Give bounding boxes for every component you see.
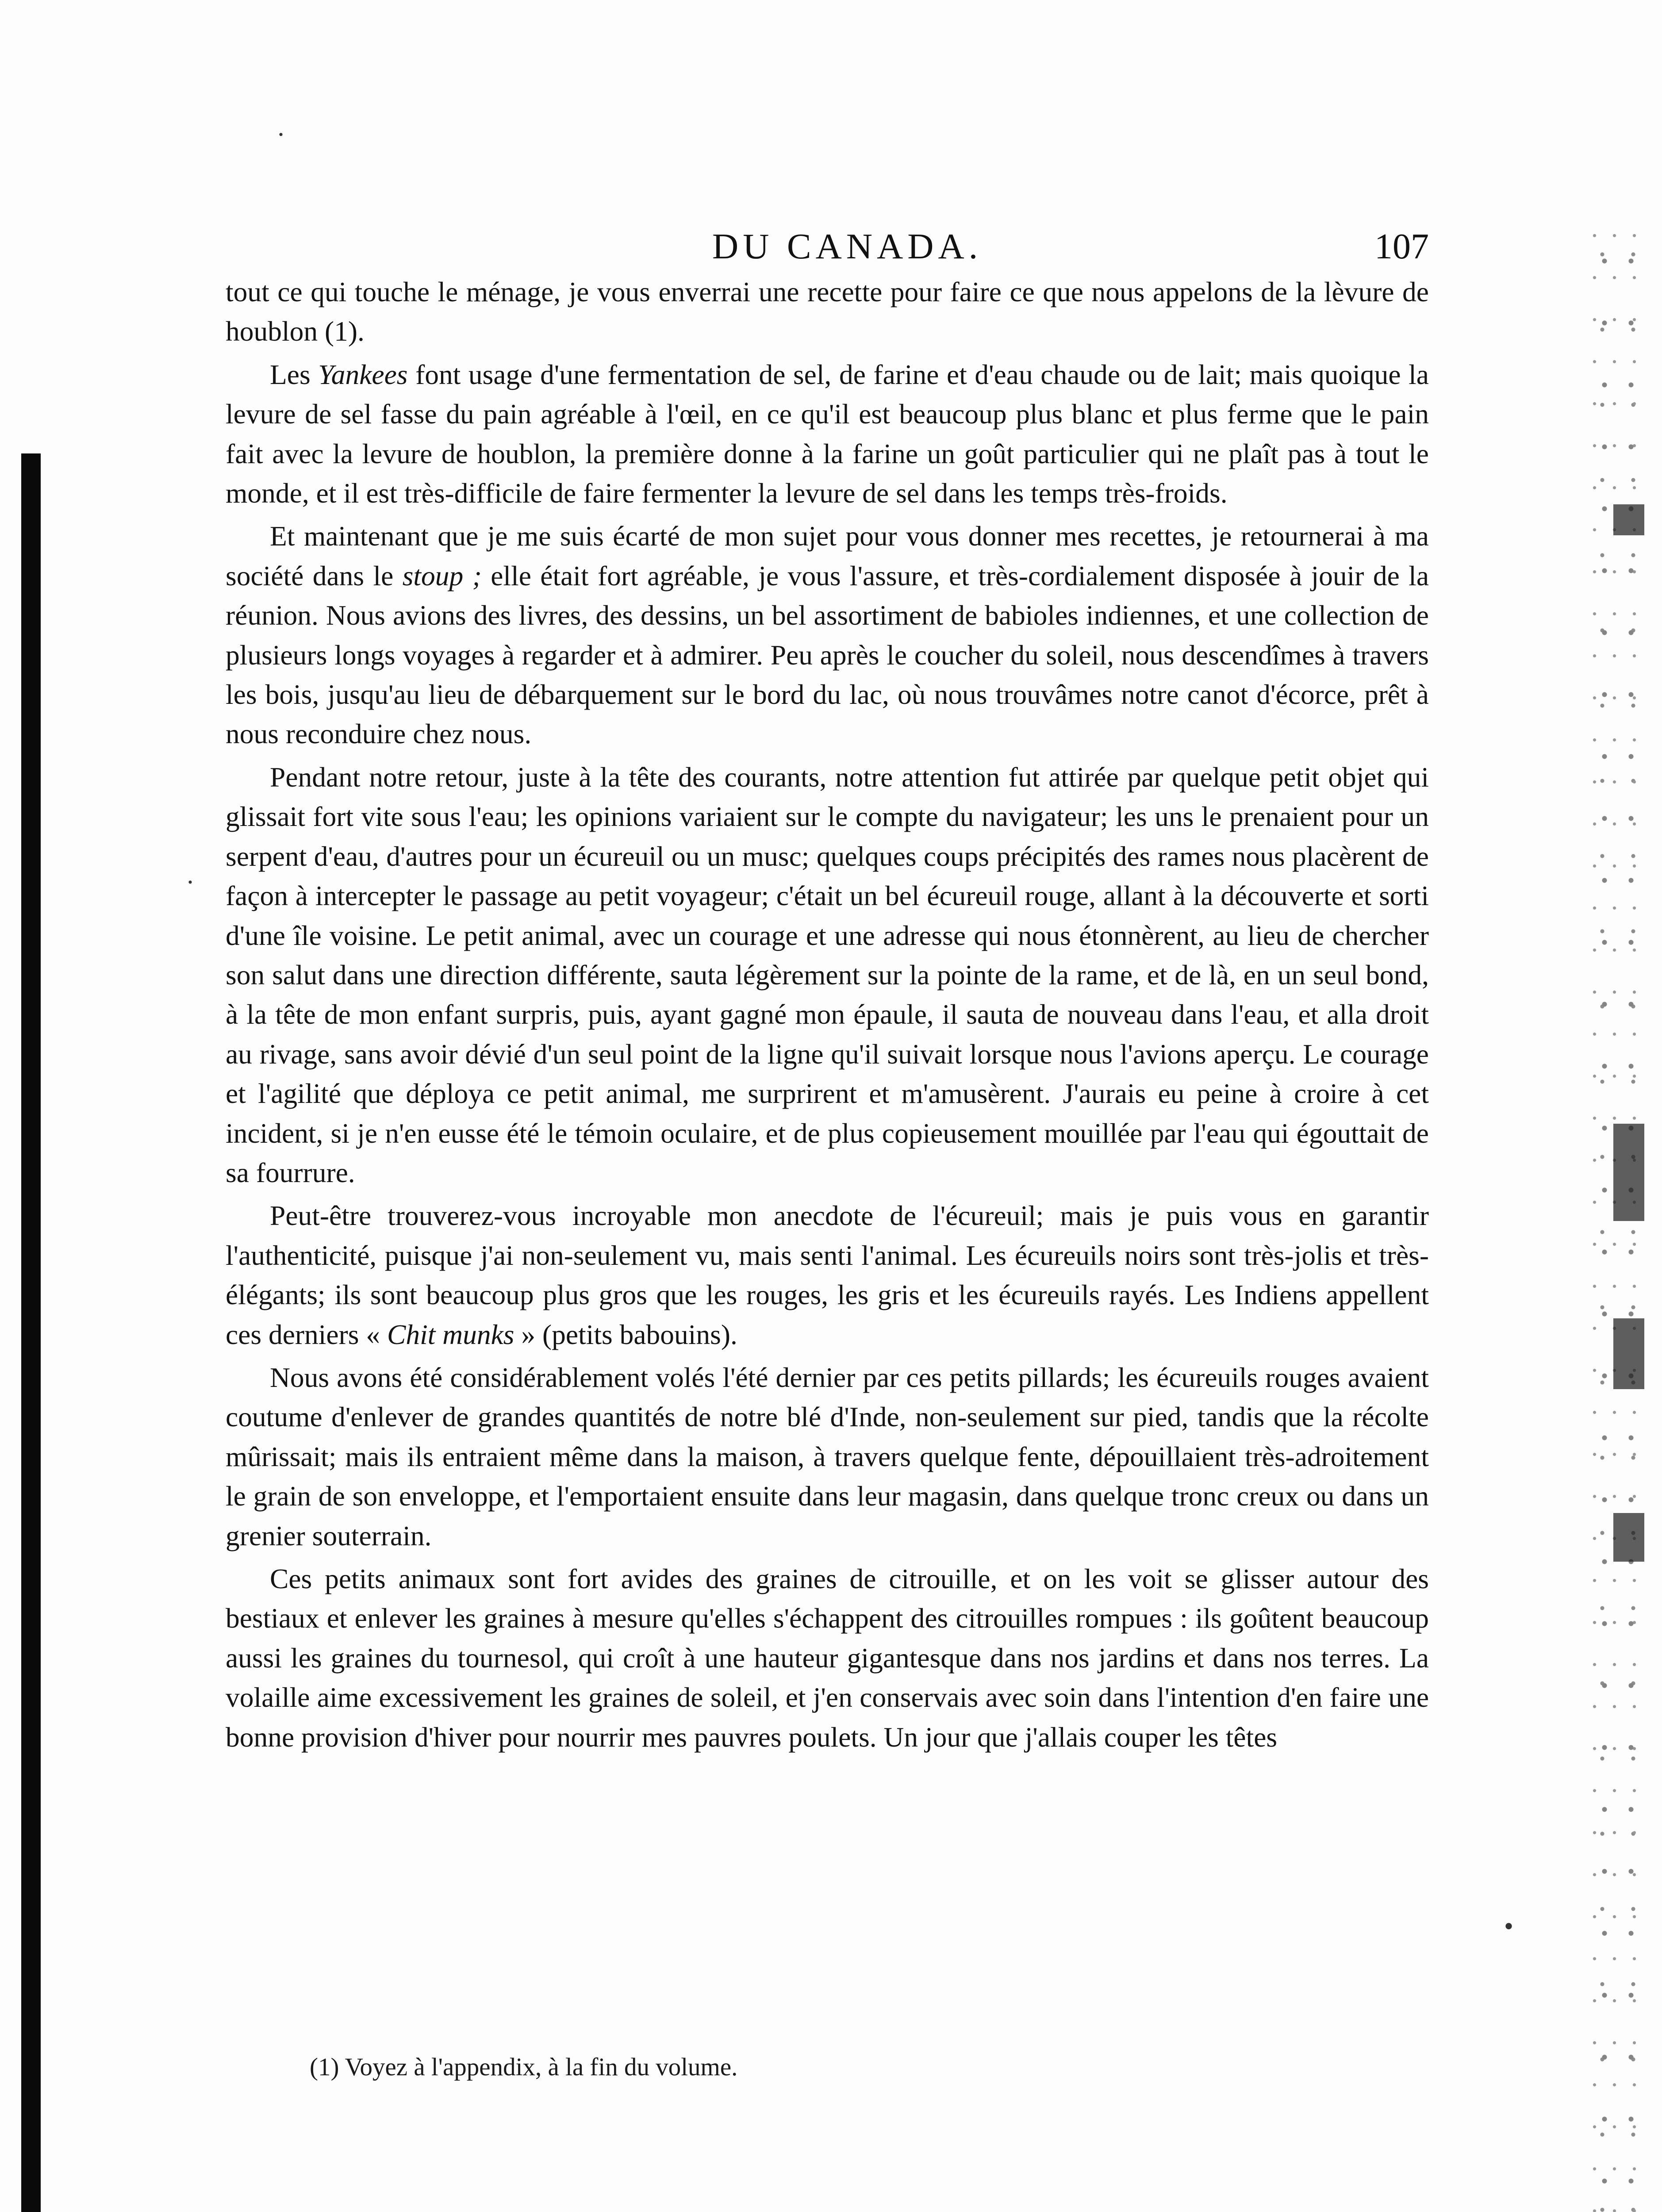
edge-blot xyxy=(1613,1318,1644,1389)
page-header xyxy=(226,221,1429,270)
body-text xyxy=(226,272,1429,1757)
binding-shadow xyxy=(21,453,41,2212)
stray-mark: · xyxy=(276,120,285,149)
edge-blot xyxy=(1613,1124,1644,1221)
stray-mark: • xyxy=(1504,1912,1514,1941)
edge-blot xyxy=(1613,1513,1644,1562)
paragraph: Et maintenant que je me suis écarté de mon sujet pour vous donner mes recettes, je retournerai à ma société dans le stoup ; elle était fort agréable, je vous l'assure, et très-cordialement disposée à jouir de la réunion. Nous avions des livres, des dessins, un bel assortiment de babioles indiennes, et une collection de plusieurs longs voyages à regarder et à admirer. Peu après le coucher du soleil, nous descendîmes à travers les bois, jusqu'au lieu de débarquement sur le bord du lac, où nous trouvâmes notre canot d'écorce, prêt à nous reconduire chez nous. xyxy=(226,520,1429,750)
paragraph: Nous avons été considérablement volés l'été dernier par ces petits pillards; les écureuils rouges avaient coutume d'enlever de grandes quantités de notre blé d'Inde, non-seulement sur pied, tandis que la récolte mûrissait; mais ils entraient même dans la maison, à travers quelque fente, dépouillaient très-adroitement le grain de son enveloppe, et l'emportaient ensuite dans leur magasin, dans quelque tronc creux ou dans un grenier souterrain. xyxy=(226,1361,1429,1551)
paragraph: Les Yankees font usage d'une fermentation de sel, de farine et d'eau chaude ou de lait; mais quoique la levure de sel fasse du pain agréable à l'œil, en ce qu'il est beaucoup plus blanc et plus ferme que le pain fait avec la levure de houblon, la première donne à la farine un goût particulier qui ne plaît pas à tout le monde, et il est très-difficile de faire fermenter la levure de sel dans les temps très-froids. xyxy=(226,358,1429,509)
paragraph: Peut-être trouverez-vous incroyable mon anecdote de l'écureuil; mais je puis vous en garantir l'authenticité, puisque j'ai non-seulement vu, mais senti l'animal. Les écureuils noirs sont très-jolis et très-élégants; ils sont beaucoup plus gros que les rouges, les gris et les écureuils rayés. Les Indiens appellent ces derniers « Chit munks » (petits babouins). xyxy=(226,1200,1429,1350)
paragraph: Pendant notre retour, juste à la tête des courants, notre attention fut attirée par quelque petit objet qui glissait fort vite sous l'eau; les opinions variaient sur le compte du navigateur; les uns le prenaient pour un serpent d'eau, d'autres pour un écureuil ou un musc; quelques coups précipités des rames nous placèrent de façon à intercepter le passage au petit voyageur; c'était un bel écureuil rouge, allant à la découverte et sorti d'une île voisine. Le petit animal, avec un courage et une adresse qui nous étonnèrent, au lieu de chercher son salut dans une direction différente, sauta légèrement sur la pointe de la rame, et de là, en un seul bond, à la tête de mon enfant surpris, puis, ayant gagné mon épaule, il sauta de nouveau dans l'eau, et alla droit au rivage, sans avoir dévié d'un seul point de la ligne qu'il suivait lorsque nous l'avions aperçu. Le courage et l'agilité que déploya ce petit animal, me surprirent et m'amusèrent. J'aurais eu peine à croire à cet incident, si je n'en eusse été le témoin oculaire, et de plus copieusement mouillée par l'eau qui égouttait de sa fourrure. xyxy=(226,761,1429,1188)
running-title: DU CANADA. xyxy=(712,226,983,266)
edge-blot xyxy=(1613,504,1644,535)
paragraph: tout ce qui touche le ménage, je vous enverrai une recette pour faire ce que nous appelons de la lèvure de houblon (1). xyxy=(226,276,1429,347)
paragraph: Ces petits animaux sont fort avides des graines de citrouille, et on les voit se glisser autour des bestiaux et enlever les graines à mesure qu'elles s'échappent des citrouilles rompues : ils goûtent beaucoup aussi les graines du tournesol, qui croît à une hauteur gigantesque dans nos jardins et dans nos terres. La volaille aime excessivement les graines de soleil, et j'en conservais avec soin dans l'intention d'en faire une bonne provision d'hiver pour nourrir mes pauvres poulets. Un jour que j'allais couper les têtes xyxy=(226,1563,1429,1753)
footnote: (1) Voyez à l'appendix, à la fin du volume. xyxy=(310,2053,738,2081)
page-number: 107 xyxy=(1374,226,1429,266)
stray-mark: · xyxy=(186,868,195,897)
